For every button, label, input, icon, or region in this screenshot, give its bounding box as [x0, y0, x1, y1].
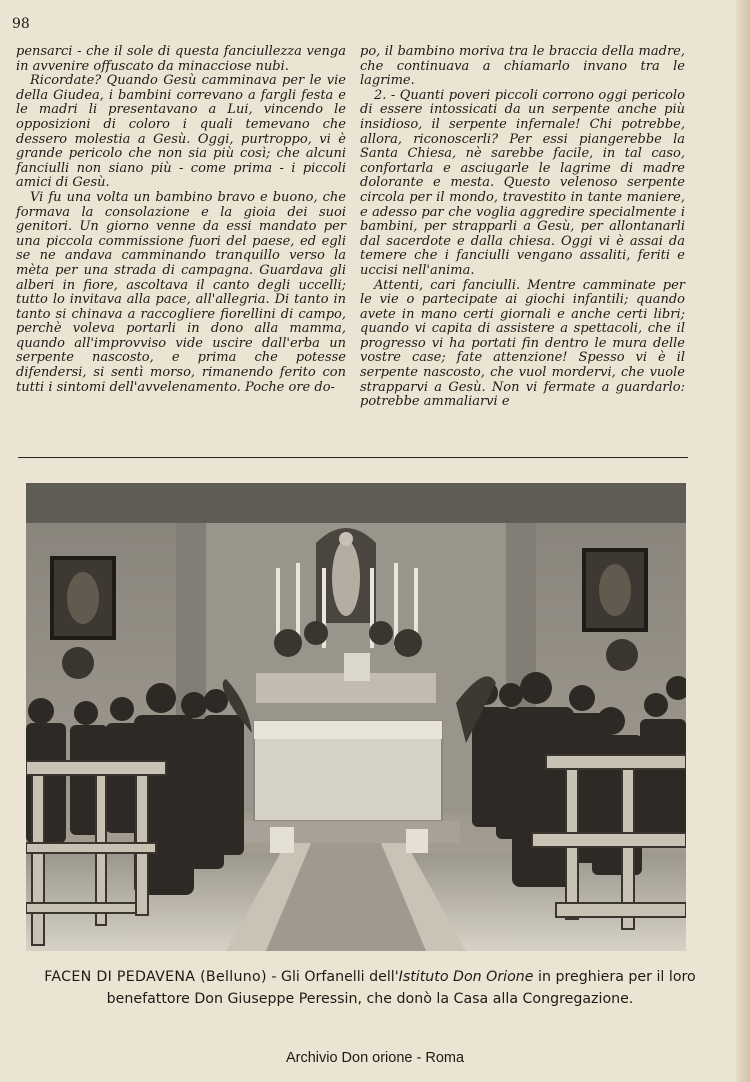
right-paragraph-2: 2. - Quanti poveri piccoli corrono oggi pericolo di essere intossicati da un serpente anche più insidioso, il serpente infernale! Chi potrebbe, allora, riconoscerli? Per essi piangerebbe la Santa Chiesa, nè sarebbe facile, in tal caso, confortarla e asciugarle le lagrime di madre dolorante e mesta. Questo velenoso serpente circola per il mondo, travestito in tante maniere, e adesso par che voglia aggredire specialmente i bambini, per strapparli a Gesù, per allontanarli dal sacerdote e dalla chiesa. Oggi vi è assai da temere che i fanciulli vengano assaliti, feriti e uccisi nell'anima. [360, 87, 685, 278]
caption-line-2: benefattore Don Giuseppe Peressin, che donò la Casa alla Congregazione. [106, 991, 634, 1007]
caption-place: FACEN DI PEDAVENA (Belluno) [44, 969, 267, 985]
painting-left-figure [67, 572, 99, 624]
caption-line-1 [20, 966, 720, 988]
page-number: 98 [12, 16, 30, 32]
right-paragraph-3: Attenti, cari fanciulli. Mentre camminate per le vie o partecipate ai giochi infantili; quando avete in mano certi giornali e anche certi libri; quando vi capita di assistere a spettacoli, che il progresso vi ha portati fin dentro le mura delle vostre case; fate attenzione! Spesso vi è il serpente nascosto, che vuol mordervi, che vuole strapparvi a Gesù. Non vi fermate a guardarlo: potrebbe ammaliarvi e [360, 277, 685, 410]
tabernacle [344, 653, 370, 681]
right-paragraph-1: po, il bambino moriva tra le braccia della madre, che continuava a chiamarlo invano tra le lagrime. [360, 44, 685, 89]
left-paragraph-3: Vi fu una volta un bambino bravo e buono, che formava la consolazione e la gioia dei suoi genitori. Un giorno venne da essi mandato per una piccola commissione fuori del paese, ed egli se ne andava camminando tranquillo verso la mèta per una strada di campagna. Guardava gli alberi in fiore, ascoltava il canto degli uccelli; tutto lo invitava alla pace, all'allegria. Di tanto in tanto si chinava a raccogliere fiorellini di campo, perchè voleva portarli in dono alla mamma, quando all'improvviso vide uscire dall'erba un serpente nascosto, e prima che potesse difendersi, si sentì morso, rimanendo ferito con tutti i sintomi dell'avvelenamento. Poche ore do- [16, 189, 346, 395]
archive-footer: Archivio Don orione - Roma [285, 1050, 465, 1066]
left-paragraph-1: pensarci - che il sole di questa fanciullezza venga in avvenire offuscato da minacciose nubi. [16, 44, 346, 74]
right-text-column [360, 45, 685, 410]
chapel-scene-illustration [26, 483, 686, 951]
caption-text-b: in preghiera per il loro [533, 969, 696, 985]
caption-text-a: - Gli Orfanelli dell' [266, 969, 399, 985]
section-divider [18, 457, 688, 458]
left-text-column [16, 45, 346, 395]
chapel-photograph [26, 483, 686, 951]
statue-head [339, 532, 353, 546]
photo-caption [20, 966, 720, 1010]
caption-institute: Istituto Don Orione [398, 969, 534, 985]
page-edge [736, 0, 750, 1082]
madonna-statue [332, 540, 360, 616]
ceiling [26, 483, 686, 523]
altar-cloth [254, 721, 442, 739]
painting-right-figure [599, 564, 631, 616]
left-paragraph-2: Ricordate? Quando Gesù camminava per le vie della Giudea, i bambini correvano a fargli festa e le madri li presentavano a Lui, vincendo le opposizioni di coloro i quali temevano che dessero molestia a Gesù. Oggi, purtroppo, vi è grande pericolo che non sia più così; che alcuni fanciulli non siano più - come prima - i piccoli amici di Gesù. [16, 73, 346, 191]
